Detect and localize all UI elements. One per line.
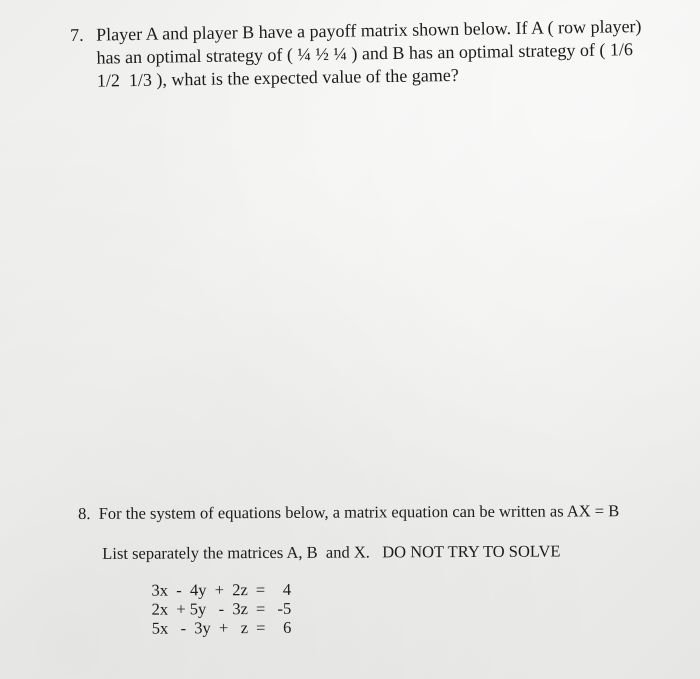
problem-7-line: Player A and player B have a payoff matrix shown below. If A ( row player) [96,16,642,45]
problem-8-instruction: List separately the matrices A, B and X. DO NOT TRY TO SOLVE [102,541,561,563]
equation-rhs: -5 [277,598,292,618]
problem-7-line: has an optimal strategy of ( ¼ ½ ¼ ) and B has an optimal strategy of ( 1/6 [96,39,634,68]
problem-8 [78,499,679,638]
equation-row [149,599,295,619]
equation-row [149,618,295,638]
equals-sign: = [255,580,266,600]
problem-7-text [70,14,681,93]
problem-8-prompt: 8. For the system of equations below, a matrix equation can be written as AX = B [78,501,620,523]
equation-rhs: 6 [283,617,292,637]
equation-lhs: 3x - 4y + 2z [151,580,248,600]
problem-7 [70,14,681,93]
problem-7-line: 1/2 1/3 ), what is the expected value of the game? [96,64,459,91]
problem-7-number: 7. [70,24,84,45]
equation-rhs: 4 [282,579,292,599]
equation-lhs: 2x + 5y - 3z [151,599,248,619]
equals-sign: = [255,599,266,619]
equation-row [148,580,294,600]
equation-system [148,580,294,638]
equation-lhs: 5x - 3y + z [151,618,249,638]
equals-sign: = [255,618,266,638]
